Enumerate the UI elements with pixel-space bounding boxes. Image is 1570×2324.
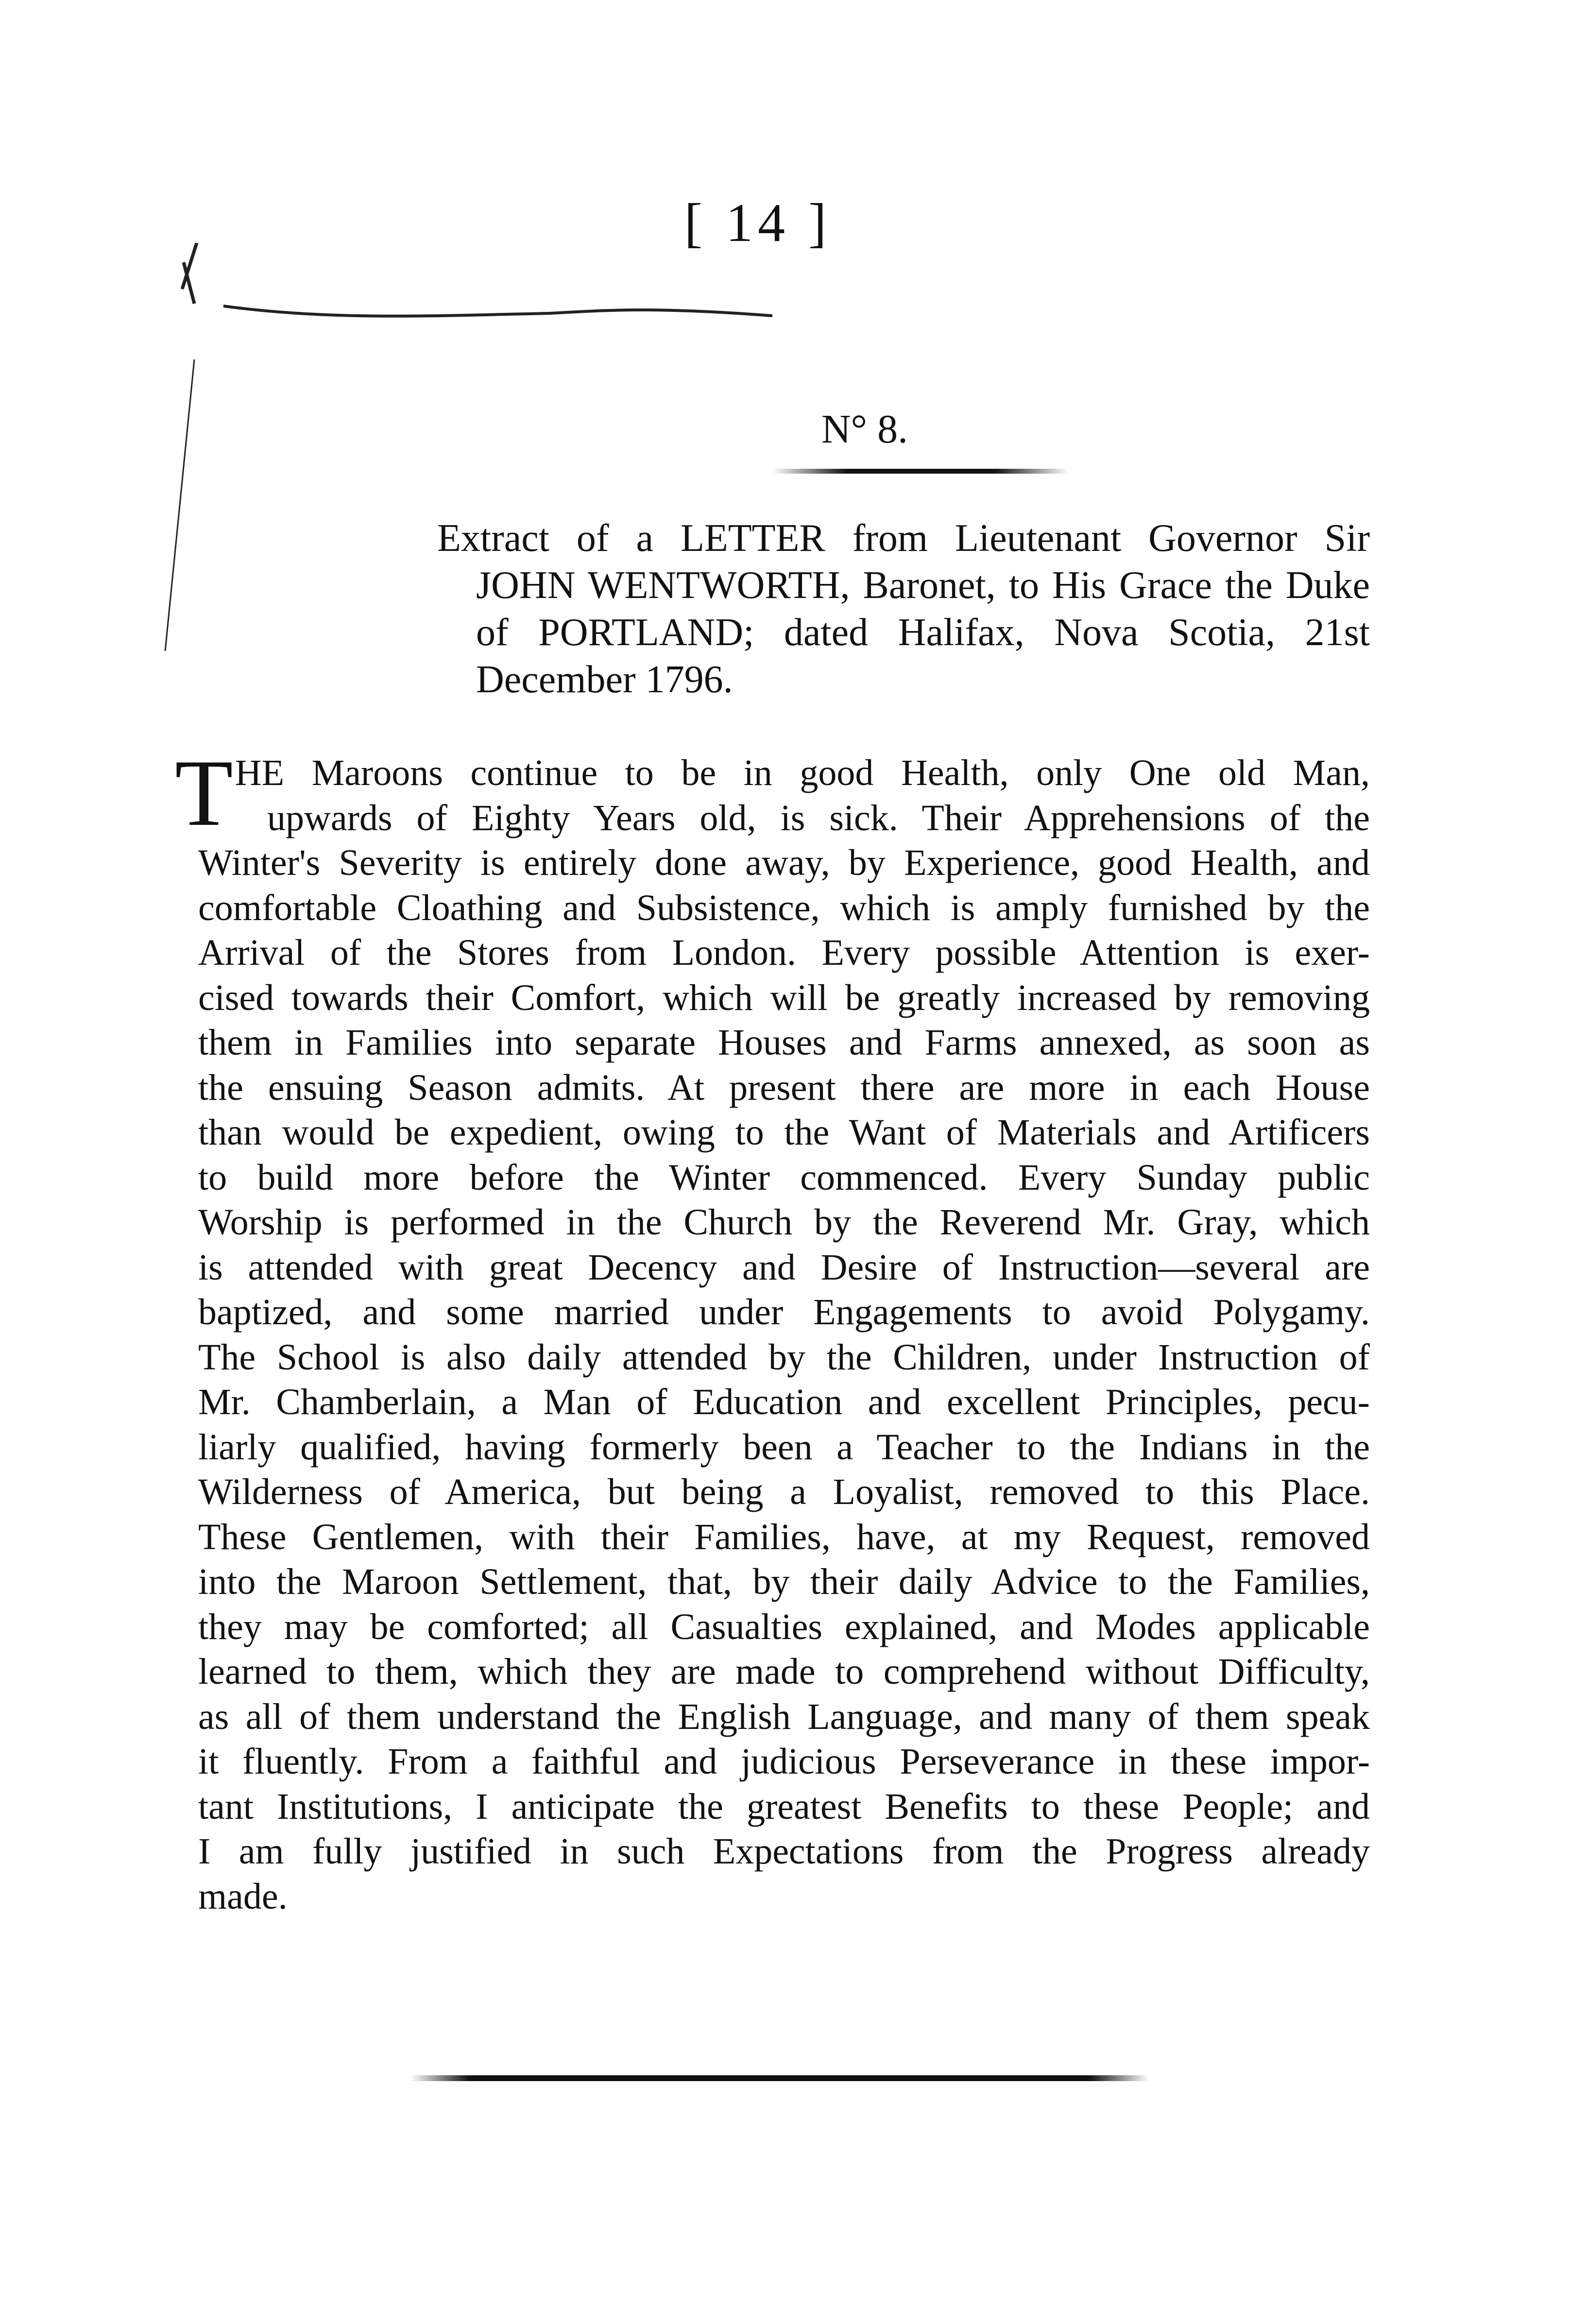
body-line: them in Families into separate Houses and Farms annexed, as soon as xyxy=(198,1022,1370,1063)
body-line: comfortable Cloathing and Subsistence, which is amply furnished by the xyxy=(198,887,1370,928)
letter-header-line: JOHN WENTWORTH, Baronet, to His Grace the Duke xyxy=(476,564,1370,607)
body-line: they may be comforted; all Casualties explained, and Modes applicable xyxy=(198,1606,1370,1647)
letter-header-line: Extract of a LETTER from Lieutenant Governor Sir xyxy=(437,517,1370,560)
letter-header xyxy=(437,515,1370,703)
letter-header-line: December 1796. xyxy=(476,658,733,701)
body-line: into the Maroon Settlement, that, by their daily Advice to the Families, xyxy=(198,1561,1370,1602)
body-line: as all of them understand the English Language, and many of them speak xyxy=(198,1696,1370,1737)
body-line: is attended with great Decency and Desire of Instruction—several are xyxy=(198,1247,1370,1288)
body-line: Mr. Chamberlain, a Man of Education and excellent Principles, pecu- xyxy=(198,1382,1370,1422)
body-line: Arrival of the Stores from London. Every possible Attention is exer- xyxy=(198,932,1370,973)
section-rule xyxy=(772,469,1069,474)
page-number: [ 14 ] xyxy=(684,193,832,253)
body-line: Winter's Severity is entirely done away, by Experience, good Health, and xyxy=(198,842,1370,883)
body-line: liarly qualified, having formerly been a Teacher to the Indians in the xyxy=(198,1426,1370,1468)
body-line: HE Maroons continue to be in good Health, only One old Man, xyxy=(235,752,1370,793)
body-line: Worship is performed in the Church by the Reverend Mr. Gray, which xyxy=(198,1202,1370,1243)
body-line: learned to them, which they are made to comprehend without Difficulty, xyxy=(198,1651,1370,1692)
body-line: it fluently. From a faithful and judicious Perseverance in these impor- xyxy=(198,1741,1370,1782)
body-line: to build more before the Winter commenced. Every Sunday public xyxy=(198,1157,1370,1198)
body-line: These Gentlemen, with their Families, have, at my Request, removed xyxy=(198,1516,1370,1557)
letter-body xyxy=(175,740,1370,1919)
body-line: baptized, and some married under Engagements to avoid Polygamy. xyxy=(198,1292,1370,1333)
body-line: than would be expedient, owing to the Want of Materials and Artificers xyxy=(198,1112,1370,1153)
drop-cap: T xyxy=(175,740,233,846)
body-line: cised towards their Comfort, which will be greatly increased by removing xyxy=(198,977,1370,1018)
section-number: N° 8. xyxy=(821,407,908,452)
letter-header-line: of PORTLAND; dated Halifax, Nova Scotia, 21st xyxy=(476,611,1370,654)
body-line: I am fully justified in such Expectations from the Progress already xyxy=(198,1831,1370,1872)
body-line: Wilderness of America, but being a Loyalist, removed to this Place. xyxy=(198,1471,1370,1512)
body-line: The School is also daily attended by the Children, under Instruction of xyxy=(198,1336,1370,1378)
body-line: tant Institutions, I anticipate the greatest Benefits to these People; and xyxy=(198,1786,1370,1827)
closing-rule xyxy=(410,2075,1149,2081)
body-line: the ensuing Season admits. At present there are more in each House xyxy=(198,1067,1370,1108)
body-line: upwards of Eighty Years old, is sick. Their Apprehensions of the xyxy=(267,797,1370,838)
body-line: made. xyxy=(198,1876,288,1917)
